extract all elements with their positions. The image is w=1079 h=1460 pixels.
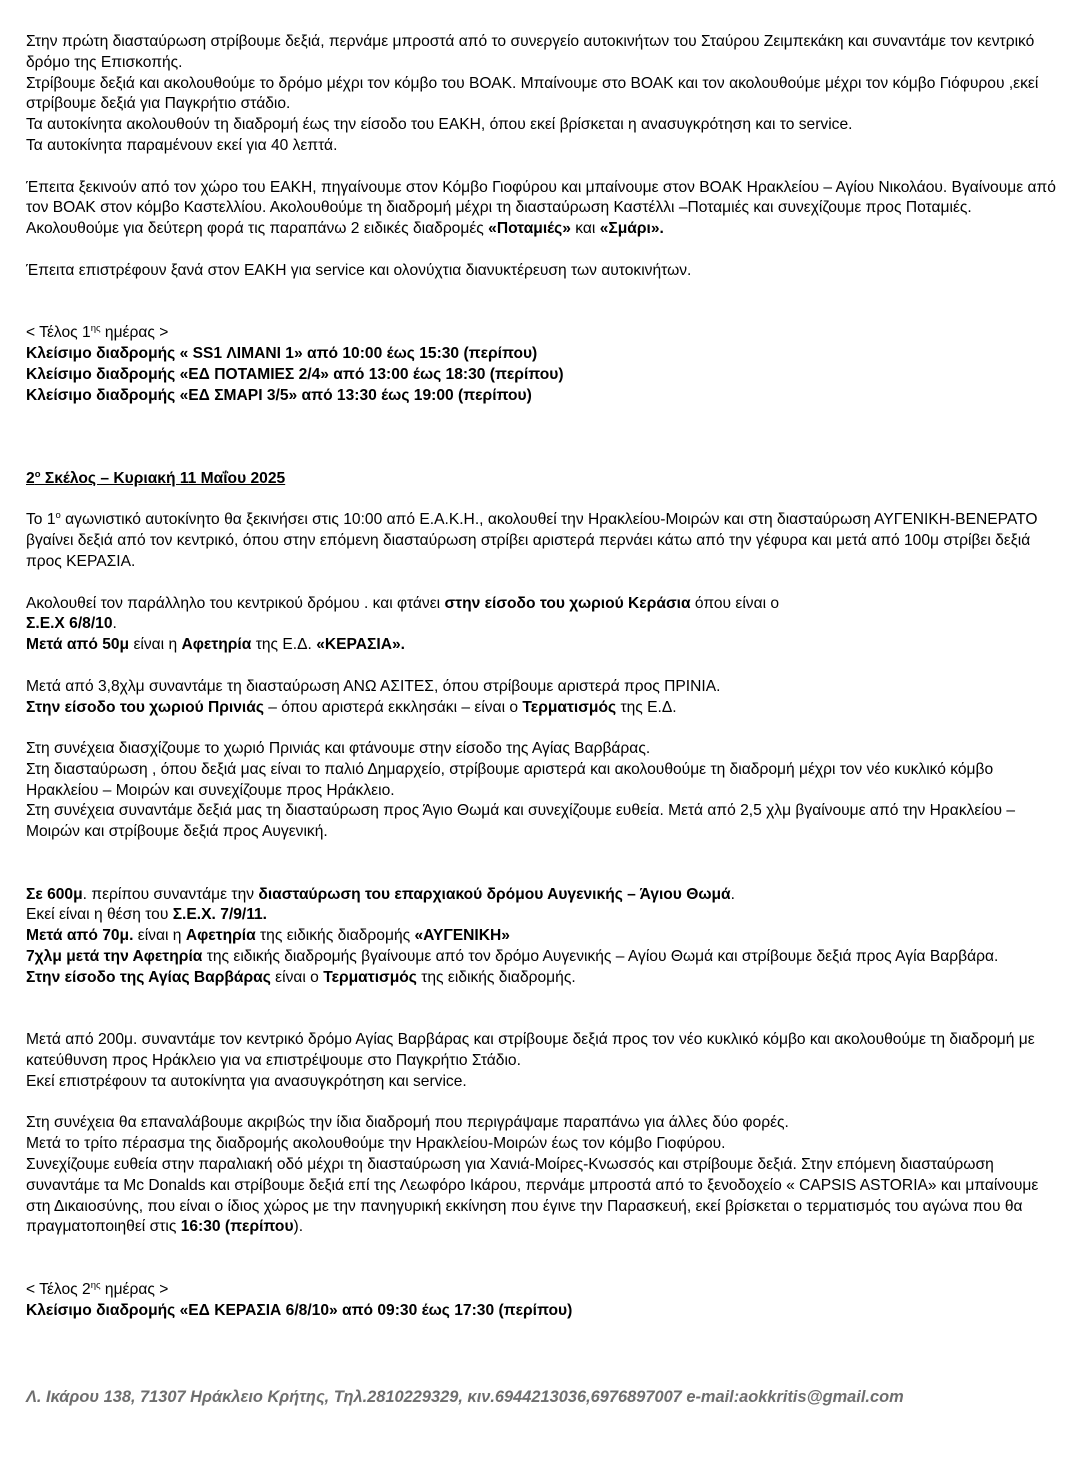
footer-contact: Λ. Ικάρου 138, 71307 Ηράκλειο Κρήτης, Τηλ.2810229329, κιν.6944213036,6976897007 e-mail:aokkritis@gmail.com [26,1388,904,1406]
paragraph: Μετά από 200μ. συναντάμε τον κεντρικό δρόμο Αγίας Βαρβάρας και στρίβουμε δεξιά προς τον νέο κυκλικό κόμβο και ακολουθούμε τη διαδρομή με κατεύθυνση προς Ηράκλειο για να επιστρέψουμε στο Παγκρήτιο Στάδιο. [26,1031,1035,1070]
section-heading: $2^o$ Σκέλος – Κυριακή 11 Μαΐου 2025 [26,468,286,487]
paragraph: Μετά από 50μ είναι η Αφετηρία της Ε.Δ. «ΚΕΡΑΣΙΑ». [26,636,405,654]
paragraph: Στη συνέχεια διασχίζουμε το χωριό Πρινιάς και φτάνουμε στην είσοδο της Αγίας Βαρβάρας. [26,740,651,758]
document-body [26,32,1056,1321]
paragraph: Έπειτα ξεκινούν από τον χώρο του ΕΑΚΗ, πηγαίνουμε στον Κόμβο Γιοφύρου και μπαίνουμε στον ΒΟΑΚ Ηρακλείου – Αγίου Νικολάου. Βγαίνουμε από τον ΒΟΑΚ στον κόμβο Καστελλίου. Ακολουθούμε τη διαδρομή μέχρι τη διασταύρωση Καστέλλι –Ποταμιές και συνεχίζουμε προς Ποταμιές. [26,178,1056,217]
paragraph: 7χλμ μετά την Αφετηρία της ειδικής διαδρομής βγαίνουμε από τον δρόμο Αυγενικής – Αγίου Θωμά και στρίβουμε δεξιά προς Αγία Βαρβάρα. [26,948,999,966]
paragraph: Στην πρώτη διασταύρωση στρίβουμε δεξιά, περνάμε μπροστά από το συνεργείο αυτοκινήτων του Σταύρου Ζειμπεκάκη και συναντάμε τον κεντρικό δρόμο της Επισκοπής. [26,33,1035,71]
paragraph: Συνεχίζουμε ευθεία στην παραλιακή οδό μέχρι τη διασταύρωση για Χανιά-Μοίρες-Κνωσσός και στρίβουμε δεξιά. Στην επόμενη διασταύρωση συναντάμε τα Mc Donalds και στρίβουμε δεξιά επί της Λεωφόρο Ικάρου, περνάμε μπροστά από το ξενοδοχείο « CAPSIS ASTORIA» και μπαίνουμε στη Δικαιοσύνης, που είναι ο ίδιος χώρος με την πανηγυρική εκκίνηση που έγινε την Παρασκευή, εκεί βρίσκεται ο τερματισμός του αγώνα που θα πραγματοποιηθεί στις 16:30 (περίπου). [26,1156,1039,1236]
road-closure: Κλείσιμο διαδρομής «ΕΔ ΚΕΡΑΣΙΑ 6/8/10» από 09:30 έως 17:30 (περίπου) [26,1301,573,1319]
paragraph: Στην είσοδο της Αγίας Βαρβάρας είναι ο Τερματισμός της ειδικής διαδρομής. [26,968,576,986]
day-end-marker: < Τέλος $2^{\eta\varsigma}$ ημέρας > [26,1279,169,1298]
paragraph: Τα αυτοκίνητα παραμένουν εκεί για 40 λεπτά. [26,136,338,154]
road-closure: Κλείσιμο διαδρομής « SS1 ΛΙΜΑΝΙ 1» από 10:00 έως 15:30 (περίπου) [26,344,538,362]
paragraph: Το $1^o$ αγωνιστικό αυτοκίνητο θα ξεκινήσει στις 10:00 από Ε.Α.Κ.Η., ακολουθεί την Ηρακλείου-Μοιρών και στη διασταύρωση ΑΥΓΕΝΙΚΗ-ΒΕΝΕΡΑΤΟ βγαίνει δεξιά από τον κεντρικό, όπου στην επόμενη διασταύρωση στρίβει αριστερά περνάει κάτω από την γέφυρα και μετά από 100μ στρίβει δεξιά προς ΚΕΡΑΣΙΑ. [26,510,1038,570]
road-closure: Κλείσιμο διαδρομής «ΕΔ ΠΟΤΑΜΙΕΣ 2/4» από 13:00 έως 18:30 (περίπου) [26,365,564,383]
paragraph: Ακολουθούμε για δεύτερη φορά τις παραπάνω 2 ειδικές διαδρομές «Ποταμιές» και «Σμάρι». [26,220,664,238]
paragraph: Σε 600μ. περίπου συναντάμε την διασταύρωση του επαρχιακού δρόμου Αυγενικής – Άγιου Θωμά. [26,885,735,903]
road-closure: Κλείσιμο διαδρομής «ΕΔ ΣΜΑΡΙ 3/5» από 13:30 έως 19:00 (περίπου) [26,386,532,404]
paragraph: Μετά από 3,8χλμ συναντάμε τη διασταύρωση ΑΝΩ ΑΣΙΤΕΣ, όπου στρίβουμε αριστερά προς ΠΡΙΝΙΑ. [26,677,721,695]
paragraph: Στη διασταύρωση , όπου δεξιά μας είναι το παλιό Δημαρχείο, στρίβουμε αριστερά και ακολουθούμε τη διαδρομή μέχρι τον νέο κυκλικό κόμβο Ηρακλείου – Μοιρών και συνεχίζουμε προς Ηράκλειο. [26,760,994,799]
paragraph: Εκεί επιστρέφουν τα αυτοκίνητα για ανασυγκρότηση και service. [26,1072,467,1090]
paragraph: Τα αυτοκίνητα ακολουθούν τη διαδρομή έως την είσοδο του ΕΑΚΗ, όπου εκεί βρίσκεται η ανασυγκρότηση και το service. [26,116,853,134]
paragraph: Στη συνέχεια θα επαναλάβουμε ακριβώς την ίδια διαδρομή που περιγράψαμε παραπάνω για άλλες δύο φορές. [26,1114,789,1132]
paragraph: Εκεί είναι η θέση του Σ.Ε.Χ. 7/9/11. [26,906,268,924]
paragraph: Στρίβουμε δεξιά και ακολουθούμε το δρόμο μέχρι τον κόμβο του ΒΟΑΚ. Μπαίνουμε στο ΒΟΑΚ και τον ακολουθούμε μέχρι τον κόμβο Γιόφυρου ,εκεί στρίβουμε δεξιά για Παγκρήτιο στάδιο. [26,74,1039,113]
paragraph: Μετά από 70μ. είναι η Αφετηρία της ειδικής διαδρομής «ΑΥΓΕΝΙΚΗ» [26,927,510,945]
paragraph: Έπειτα επιστρέφουν ξανά στον ΕΑΚΗ για service και ολονύχτια διανυκτέρευση των αυτοκινήτων. [26,261,692,279]
paragraph: Στην είσοδο του χωριού Πρινιάς – όπου αριστερά εκκλησάκι – είναι ο Τερματισμός της Ε.Δ. [26,698,677,716]
paragraph: Μετά το τρίτο πέρασμα της διαδρομής ακολουθούμε την Ηρακλείου-Μοιρών έως τον κόμβο Γιοφύρου. [26,1135,726,1153]
paragraph: Ακολουθεί τον παράλληλο του κεντρικού δρόμου . και φτάνει στην είσοδο του χωριού Κεράσια όπου είναι ο [26,594,780,612]
day-end-marker: < Τέλος $1^{\eta\varsigma}$ ημέρας > [26,323,169,342]
paragraph: Στη συνέχεια συναντάμε δεξιά μας τη διασταύρωση προς Άγιο Θωμά και συνεχίζουμε ευθεία. Μετά από 2,5 χλμ βγαίνουμε από την Ηρακλείου – Μοιρών και στρίβουμε δεξιά προς Αυγενική. [26,802,1016,841]
paragraph: Σ.Ε.Χ 6/8/10. [26,615,117,633]
